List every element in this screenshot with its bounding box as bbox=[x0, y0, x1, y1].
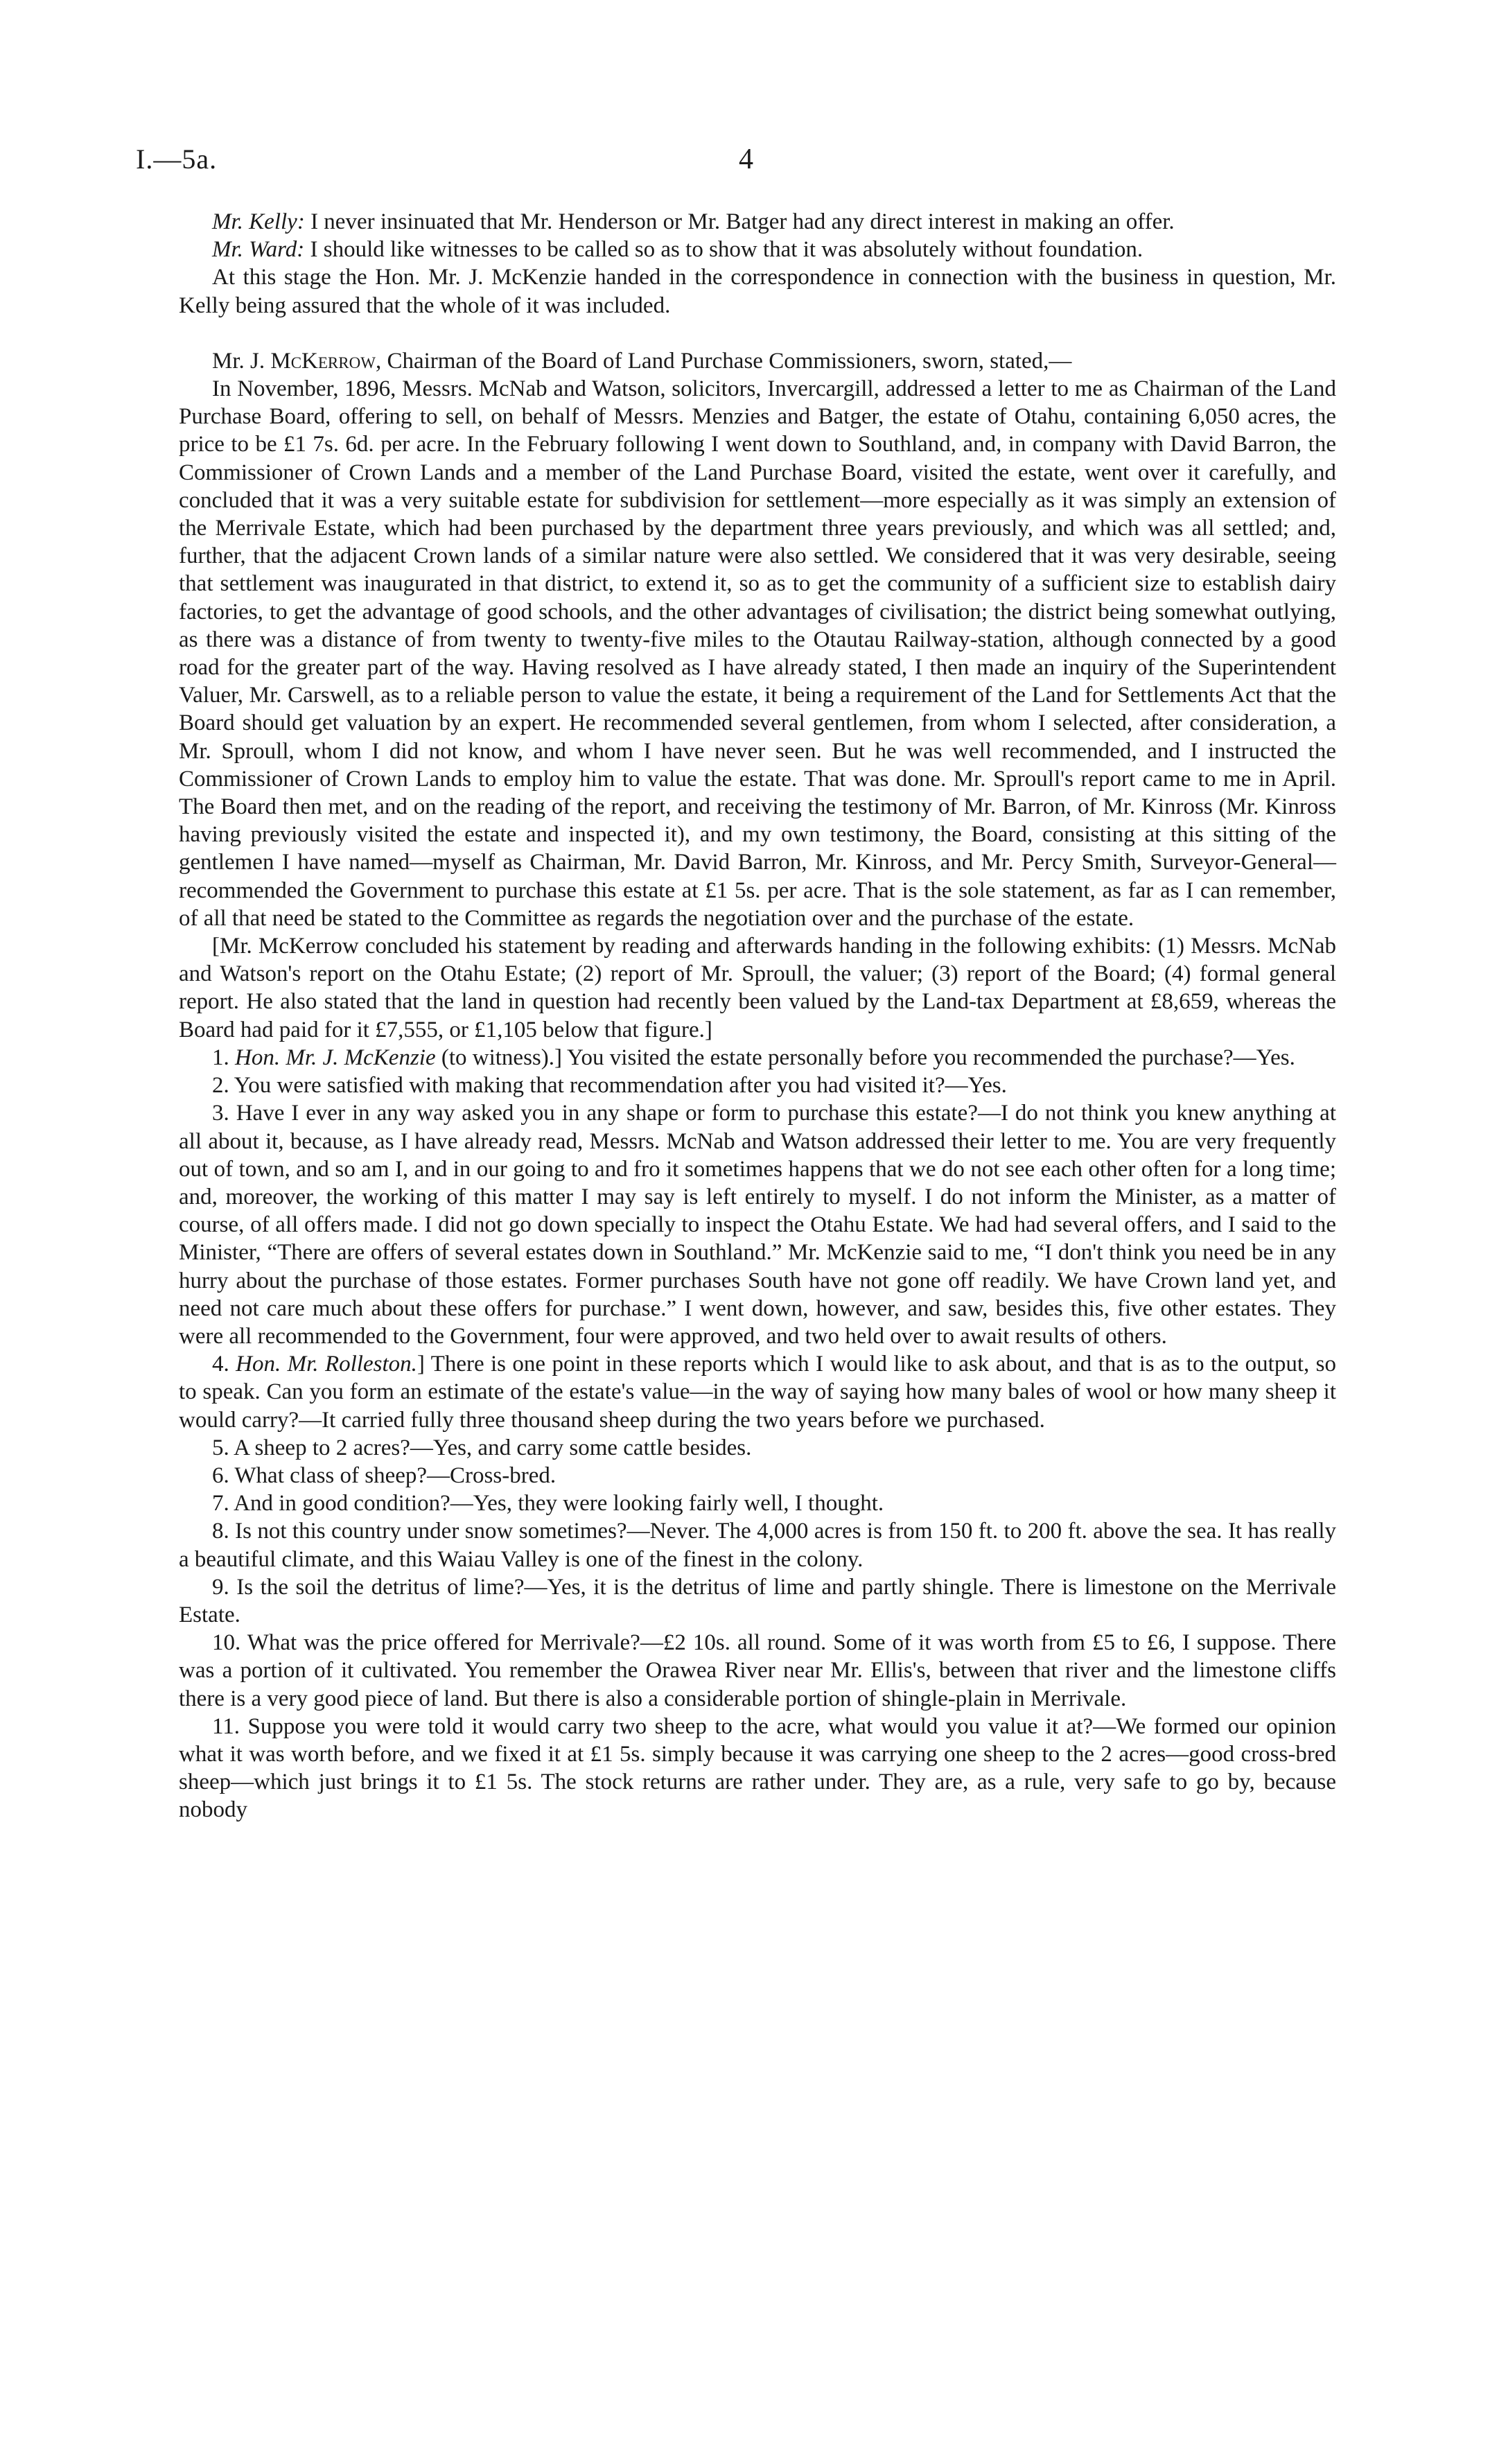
speaker-name: Mr. Kelly: bbox=[212, 209, 305, 234]
paragraph-ward-remark bbox=[179, 236, 1336, 263]
question-7: 7. And in good condition?—Yes, they were looking fairly well, I thought. bbox=[212, 1491, 884, 1517]
paragraph-statement: In November, 1896, Messrs. McNab and Watson, solicitors, Invercargill, addressed a letter to me as Chairman of the Land Purchase Board, offering to sell, on behalf of Messrs. Menzies and Batger, the estate of Otahu, containing 6,050 acres, the price to be £1 7s. 6d. per acre. In the February following I went down to Southland, and, in company with David Barron, the Commissioner of Crown Lands and a member of the Land Purchase Board, visited the estate, went over it carefully, and concluded that it was a very suitable estate for subdivision for settlement—more especially as it was simply an extension of the Merrivale Estate, which had been purchased by the department three years previously, and which was all settled; and, further, that the adjacent Crown lands of a similar nature were also settled. We considered that it was very desirable, seeing that settlement was inaugurated in that district, to extend it, so as to get the community of a sufficient size to establish dairy factories, to get the advantage of good schools, and the other advantages of civilisation; the district being somewhat outlying, as there was a distance of from twenty to twenty-five miles to the Otautau Railway-station, although connected by a good road for the greater part of the way. Having resolved as I have already stated, I then made an inquiry of the Superintendent Valuer, Mr. Carswell, as to a reliable person to value the estate, it being a requirement of the Land for Settlements Act that the Board should get valuation by an expert. He recommended several gentlemen, from whom I selected, after consideration, a Mr. Sproull, whom I did not know, and whom I have never seen. But he was well recommended, and I instructed the Commissioner of Crown Lands to employ him to value the estate. That was done. Mr. Sproull's report came to me in April. The Board then met, and on the reading of the report, and receiving the testimony of Mr. Barron, of Mr. Kinross (Mr. Kinross having previously visited the estate and inspected it), and my own testimony, the Board, consisting at this sitting of the gentlemen I have named—myself as Chairman, Mr. David Barron, Mr. Kinross, and Mr. Percy Smith, Surveyor-General—recommended the Government to purchase this estate at £1 5s. per acre. That is the sole statement, as far as I can remember, of all that need be stated to the Committee as regards the negotiation over and the purchase of the estate. bbox=[179, 376, 1336, 931]
evidence-text bbox=[179, 208, 1336, 1824]
question-text: ] There is one point in these reports which I would like to ask about, and that is as to the output, so to speak. Can you form an estimate of the estate's value—in the way of saying how many bales of wool or how many sheep it would carry?—It carried fully three thousand sheep during the two years before we purchased. bbox=[179, 1352, 1337, 1433]
paragraph-text: I never insinuated that Mr. Henderson or Mr. Batger had any direct interest in making an offer. bbox=[304, 209, 1175, 234]
page-header bbox=[136, 143, 1345, 184]
questioner-name: Hon. Mr. Rolleston. bbox=[236, 1352, 417, 1377]
question-5: 5. A sheep to 2 acres?—Yes, and carry some cattle besides. bbox=[212, 1435, 752, 1460]
question-4 bbox=[179, 1350, 1336, 1434]
question-text: (to witness).] You visited the estate personally before you recommended the purchase?—Yes. bbox=[435, 1045, 1295, 1070]
parliamentary-paper-reference: I.—5a. bbox=[136, 143, 218, 175]
question-number: 4. bbox=[212, 1352, 236, 1377]
speaker-name: Mr. Ward: bbox=[212, 237, 305, 263]
question-3: 3. Have I ever in any way asked you in any shape or form to purchase this estate?—I do not think you knew anything at all about it, because, as I have already read, Messrs. McNab and Watson addressed their letter to me. You are very frequently out of town, and so am I, and in our going to and fro it sometimes happens that we do not see each other often for a long time; and, moreover, the working of this matter I may say is left entirely to myself. I do not inform the Minister, as a matter of course, of all offers made. I did not go down specially to inspect the Otahu Estate. We had had several offers, and I said to the Minister, “There are offers of several estates down in Southland.” Mr. McKenzie said to me, “I don't think you need be in any hurry about the purchase of those estates. Former purchases South have not gone off readily. We have Crown land yet, and need not care much about these offers for purchase.” I went down, however, and saw, besides this, five other estates. They were all recommended to the Government, four were approved, and two held over to await results of others. bbox=[179, 1101, 1336, 1349]
paragraph-correspondence-note: At this stage the Hon. Mr. J. McKenzie handed in the correspondence in connection with the business in question, Mr. Kelly being assured that the whole of it was included. bbox=[179, 265, 1336, 318]
witness-introduction bbox=[179, 347, 1336, 375]
questioner-name: Hon. Mr. J. McKenzie bbox=[235, 1045, 436, 1070]
question-8: 8. Is not this country under snow sometimes?—Never. The 4,000 acres is from 150 ft. to 200 ft. above the sea. It has really a beautiful climate, and this Waiau Valley is one of the finest in the colony. bbox=[179, 1519, 1336, 1572]
question-9: 9. Is the soil the detritus of lime?—Yes, it is the detritus of lime and partly shingle. There is limestone on the Merrivale Estate. bbox=[179, 1574, 1336, 1627]
paragraph-exhibits-note: [Mr. McKerrow concluded his statement by reading and afterwards handing in the following exhibits: (1) Messrs. McNab and Watson's report on the Otahu Estate; (2) report of Mr. Sproull, the valuer; (3) report of the Board; (4) formal general report. He also stated that the land in question had recently been valued by the Land-tax Department at £8,659, whereas the Board had paid for it £7,555, or £1,105 below that figure.] bbox=[179, 934, 1336, 1042]
question-6: 6. What class of sheep?—Cross-bred. bbox=[212, 1462, 556, 1488]
question-11: 11. Suppose you were told it would carry two sheep to the acre, what would you value it at?—We formed our opinion what it was worth before, and we fixed it at £1 5s. simply because it was carrying one sheep to the 2 acres—good cross-bred sheep—which just brings it to £1 5s. The stock returns are rather under. They are, as a rule, very safe to go by, because nobody bbox=[179, 1713, 1336, 1823]
question-10: 10. What was the price offered for Merrivale?—£2 10s. all round. Some of it was worth from £5 to £6, I suppose. There was a portion of it cultivated. You remember the Orawea River near Mr. Ellis's, between that river and the limestone cliffs there is a very good piece of land. But there is also a considerable portion of shingle-plain in Merrivale. bbox=[179, 1630, 1336, 1711]
paragraph-kelly-remark bbox=[179, 208, 1336, 236]
question-number: 1. bbox=[212, 1045, 235, 1070]
question-2: 2. You were satisfied with making that recommendation after you had visited it?—Yes. bbox=[212, 1073, 1007, 1099]
question-1 bbox=[179, 1044, 1336, 1072]
page-number: 4 bbox=[739, 143, 753, 175]
witness-role: , Chairman of the Board of Land Purchase Commissioners, sworn, stated,— bbox=[375, 348, 1072, 374]
paragraph-text: I should like witnesses to be called so as to show that it was absolutely without foundation. bbox=[304, 237, 1143, 263]
witness-name: McKerrow bbox=[270, 348, 376, 374]
witness-title: Mr. J. bbox=[212, 348, 271, 374]
